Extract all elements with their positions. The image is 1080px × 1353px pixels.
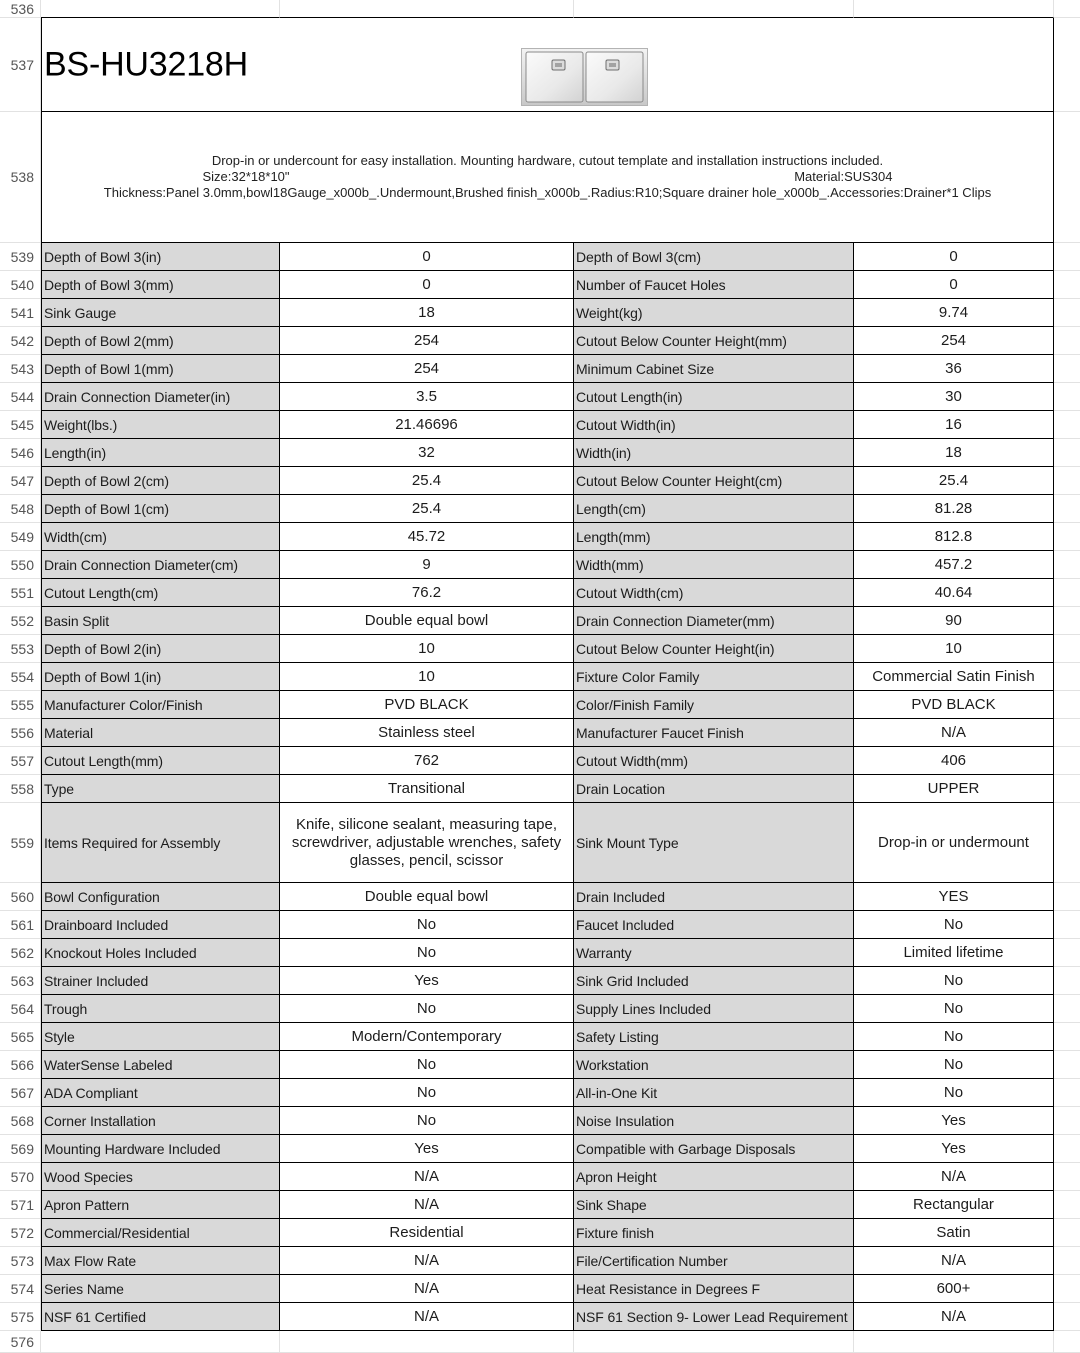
row-header[interactable]: 548 (0, 495, 41, 523)
empty-cell[interactable] (1054, 467, 1080, 495)
table-row (0, 691, 1080, 719)
spec-value-cell[interactable]: Knife, silicone sealant, measuring tape, screwdriver, adjustable wrenches, safety glasses, pencil, scissor (280, 803, 574, 883)
spec-label-cell[interactable]: Items Required for Assembly (41, 803, 280, 883)
table-row (0, 439, 1080, 467)
spec-value-cell[interactable]: N/A (854, 1163, 1054, 1191)
spec-label-cell[interactable]: Strainer Included (41, 967, 280, 995)
spec-value-cell[interactable]: 81.28 (854, 495, 1054, 523)
spec-value-cell[interactable]: No (854, 911, 1054, 939)
spec-value-cell[interactable]: 254 (280, 355, 574, 383)
spec-label-cell[interactable]: Manufacturer Color/Finish (41, 691, 280, 719)
empty-cell[interactable] (1054, 691, 1080, 719)
empty-cell[interactable] (574, 1331, 854, 1353)
spec-label-cell[interactable]: Minimum Cabinet Size (574, 355, 854, 383)
empty-cell[interactable] (854, 1331, 1054, 1353)
row-header[interactable]: 543 (0, 355, 41, 383)
spec-value-cell[interactable]: 0 (280, 271, 574, 299)
spec-label-cell[interactable]: WaterSense Labeled (41, 1051, 280, 1079)
empty-cell[interactable] (1054, 663, 1080, 691)
title-cell[interactable] (41, 18, 1054, 112)
spec-label-cell[interactable]: Basin Split (41, 607, 280, 635)
spec-value-cell[interactable]: 25.4 (854, 467, 1054, 495)
table-row (0, 523, 1080, 551)
spec-value-cell[interactable]: N/A (854, 1247, 1054, 1275)
spec-value-cell[interactable]: No (854, 1079, 1054, 1107)
spec-label-cell[interactable]: Workstation (574, 1051, 854, 1079)
spec-label-cell[interactable]: Fixture finish (574, 1219, 854, 1247)
row-header[interactable]: 553 (0, 635, 41, 663)
table-row (0, 663, 1080, 691)
spec-label-cell[interactable]: Width(mm) (574, 551, 854, 579)
spec-label-cell[interactable]: Noise Insulation (574, 1107, 854, 1135)
table-row (0, 775, 1080, 803)
spec-value-cell[interactable]: 36 (854, 355, 1054, 383)
spec-label-cell[interactable]: Apron Height (574, 1163, 854, 1191)
spec-label-cell[interactable]: Warranty (574, 939, 854, 967)
spec-label-cell[interactable]: Color/Finish Family (574, 691, 854, 719)
spec-label-cell[interactable]: Drainboard Included (41, 911, 280, 939)
row-header[interactable]: 572 (0, 1219, 41, 1247)
spec-label-cell[interactable]: NSF 61 Section 9- Lower Lead Requirement (574, 1303, 854, 1331)
spec-label-cell[interactable]: Cutout Width(cm) (574, 579, 854, 607)
spec-label-cell[interactable]: Max Flow Rate (41, 1247, 280, 1275)
spec-value-cell[interactable]: Satin (854, 1219, 1054, 1247)
spec-label-cell[interactable]: Sink Shape (574, 1191, 854, 1219)
product-model-title: BS-HU3218H (44, 45, 248, 83)
empty-cell[interactable] (1054, 1051, 1080, 1079)
spec-label-cell[interactable]: Sink Grid Included (574, 967, 854, 995)
empty-cell[interactable] (1054, 1079, 1080, 1107)
row-header[interactable]: 570 (0, 1163, 41, 1191)
spec-label-cell[interactable]: Series Name (41, 1275, 280, 1303)
table-row (0, 1107, 1080, 1135)
row-header[interactable]: 564 (0, 995, 41, 1023)
spec-value-cell[interactable]: 9 (280, 551, 574, 579)
spec-label-cell[interactable]: Cutout Length(mm) (41, 747, 280, 775)
empty-cell[interactable] (1054, 635, 1080, 663)
spec-label-cell[interactable]: Depth of Bowl 3(mm) (41, 271, 280, 299)
spec-value-cell[interactable]: 10 (854, 635, 1054, 663)
table-row (0, 579, 1080, 607)
spec-label-cell[interactable]: Compatible with Garbage Disposals (574, 1135, 854, 1163)
spec-label-cell[interactable]: Width(cm) (41, 523, 280, 551)
table-row (0, 967, 1080, 995)
spec-label-cell[interactable]: Fixture Color Family (574, 663, 854, 691)
empty-cell[interactable] (1054, 1303, 1080, 1331)
row-header[interactable]: 560 (0, 883, 41, 911)
empty-cell[interactable] (1054, 495, 1080, 523)
material-text: Material:SUS304 (794, 169, 893, 184)
spec-label-cell[interactable]: Depth of Bowl 1(in) (41, 663, 280, 691)
spec-value-cell[interactable]: 254 (854, 327, 1054, 355)
empty-cell[interactable] (1054, 1135, 1080, 1163)
spec-label-cell[interactable]: Drain Connection Diameter(mm) (574, 607, 854, 635)
spec-value-cell[interactable]: 457.2 (854, 551, 1054, 579)
empty-cell[interactable] (1054, 911, 1080, 939)
row-header[interactable]: 536 (0, 0, 41, 18)
spec-value-cell[interactable]: 90 (854, 607, 1054, 635)
table-row (0, 1023, 1080, 1051)
empty-cell[interactable] (1054, 112, 1080, 243)
table-row (0, 355, 1080, 383)
spec-value-cell[interactable]: No (280, 1107, 574, 1135)
spec-value-cell[interactable]: Stainless steel (280, 719, 574, 747)
spec-value-cell[interactable]: PVD BLACK (854, 691, 1054, 719)
spec-label-cell[interactable]: Depth of Bowl 2(in) (41, 635, 280, 663)
spec-label-cell[interactable]: Cutout Length(cm) (41, 579, 280, 607)
spec-value-cell[interactable]: Yes (280, 967, 574, 995)
table-row (0, 112, 1080, 243)
table-row (0, 0, 1080, 18)
spec-label-cell[interactable]: Sink Gauge (41, 299, 280, 327)
empty-cell[interactable] (854, 0, 1054, 18)
empty-cell[interactable] (1054, 747, 1080, 775)
empty-cell[interactable] (1054, 995, 1080, 1023)
spec-value-cell[interactable]: No (854, 1023, 1054, 1051)
spec-label-cell[interactable]: Drain Included (574, 883, 854, 911)
spec-label-cell[interactable]: Number of Faucet Holes (574, 271, 854, 299)
table-row (0, 1191, 1080, 1219)
row-header[interactable]: 552 (0, 607, 41, 635)
table-row (0, 747, 1080, 775)
spec-label-cell[interactable]: Cutout Below Counter Height(in) (574, 635, 854, 663)
table-row (0, 607, 1080, 635)
spec-value-cell[interactable]: 30 (854, 383, 1054, 411)
empty-cell[interactable] (1054, 0, 1080, 18)
empty-cell[interactable] (1054, 883, 1080, 911)
table-row (0, 1163, 1080, 1191)
spec-value-cell[interactable]: 254 (280, 327, 574, 355)
empty-cell[interactable] (1054, 327, 1080, 355)
row-header[interactable]: 551 (0, 579, 41, 607)
spec-label-cell[interactable]: Trough (41, 995, 280, 1023)
spec-value-cell[interactable]: Yes (854, 1107, 1054, 1135)
row-header[interactable]: 561 (0, 911, 41, 939)
spec-label-cell[interactable]: Corner Installation (41, 1107, 280, 1135)
spec-label-cell[interactable]: Drain Location (574, 775, 854, 803)
spec-label-cell[interactable]: Width(in) (574, 439, 854, 467)
spec-value-cell[interactable]: 0 (854, 271, 1054, 299)
sink-product-image[interactable] (521, 48, 648, 106)
empty-cell[interactable] (1054, 411, 1080, 439)
right-drain-grate (609, 63, 616, 67)
spec-label-cell[interactable]: Drain Connection Diameter(cm) (41, 551, 280, 579)
row-header[interactable]: 575 (0, 1303, 41, 1331)
table-row (0, 635, 1080, 663)
row-header[interactable]: 562 (0, 939, 41, 967)
spec-label-cell[interactable]: Safety Listing (574, 1023, 854, 1051)
spec-value-cell[interactable]: 9.74 (854, 299, 1054, 327)
spec-label-cell[interactable]: Depth of Bowl 1(cm) (41, 495, 280, 523)
spec-value-cell[interactable]: 18 (280, 299, 574, 327)
row-header[interactable]: 545 (0, 411, 41, 439)
table-row (0, 939, 1080, 967)
spec-label-cell[interactable]: Depth of Bowl 3(in) (41, 243, 280, 271)
spec-label-cell[interactable]: Style (41, 1023, 280, 1051)
size-material-line (203, 169, 893, 185)
spec-label-cell[interactable]: Faucet Included (574, 911, 854, 939)
empty-cell[interactable] (1054, 939, 1080, 967)
spec-label-cell[interactable]: File/Certification Number (574, 1247, 854, 1275)
spec-value-cell[interactable]: 76.2 (280, 579, 574, 607)
spec-label-cell[interactable]: Bowl Configuration (41, 883, 280, 911)
spec-value-cell[interactable]: Double equal bowl (280, 607, 574, 635)
spec-value-cell[interactable]: Yes (280, 1135, 574, 1163)
spec-value-cell[interactable]: PVD BLACK (280, 691, 574, 719)
table-row (0, 995, 1080, 1023)
spec-label-cell[interactable]: Length(mm) (574, 523, 854, 551)
spec-value-cell[interactable]: 25.4 (280, 495, 574, 523)
table-row (0, 271, 1080, 299)
spec-value-cell[interactable]: N/A (280, 1191, 574, 1219)
spec-label-cell[interactable]: Cutout Below Counter Height(cm) (574, 467, 854, 495)
row-header[interactable]: 568 (0, 1107, 41, 1135)
row-header[interactable]: 544 (0, 383, 41, 411)
description-line: Thickness:Panel 3.0mm,bowl18Gauge_x000b_.Undermount,Brushed finish_x000b_.Radius:R10;Square drainer hole_x000b_.Accessories:Drainer*1 Clips (103, 185, 992, 200)
row-header[interactable]: 539 (0, 243, 41, 271)
spec-label-cell[interactable]: Mounting Hardware Included (41, 1135, 280, 1163)
table-row (0, 1275, 1080, 1303)
table-row (0, 299, 1080, 327)
row-header[interactable]: 559 (0, 803, 41, 883)
spec-label-cell[interactable]: Depth of Bowl 3(cm) (574, 243, 854, 271)
spec-value-cell[interactable]: 406 (854, 747, 1054, 775)
empty-cell[interactable] (1054, 1219, 1080, 1247)
spec-value-cell[interactable]: 45.72 (280, 523, 574, 551)
row-header[interactable]: 547 (0, 467, 41, 495)
table-row (0, 1303, 1080, 1331)
table-row (0, 1331, 1080, 1353)
spec-label-cell[interactable]: Depth of Bowl 2(cm) (41, 467, 280, 495)
spec-label-cell[interactable]: Commercial/Residential (41, 1219, 280, 1247)
table-row (0, 18, 1080, 112)
row-header[interactable]: 571 (0, 1191, 41, 1219)
spec-value-cell[interactable]: Modern/Contemporary (280, 1023, 574, 1051)
empty-cell[interactable] (1054, 579, 1080, 607)
empty-cell[interactable] (1054, 719, 1080, 747)
spec-value-cell[interactable]: Residential (280, 1219, 574, 1247)
empty-cell[interactable] (1054, 1023, 1080, 1051)
table-row (0, 411, 1080, 439)
row-header[interactable]: 542 (0, 327, 41, 355)
spec-label-cell[interactable]: Weight(lbs.) (41, 411, 280, 439)
empty-cell[interactable] (1054, 1163, 1080, 1191)
empty-cell[interactable] (1054, 803, 1080, 883)
spec-value-cell[interactable]: No (854, 967, 1054, 995)
spec-value-cell[interactable]: 600+ (854, 1275, 1054, 1303)
row-header[interactable]: 576 (0, 1331, 41, 1353)
spec-label-cell[interactable]: NSF 61 Certified (41, 1303, 280, 1331)
spec-label-cell[interactable]: Apron Pattern (41, 1191, 280, 1219)
spec-label-cell[interactable]: Cutout Length(in) (574, 383, 854, 411)
row-header[interactable]: 557 (0, 747, 41, 775)
spec-value-cell[interactable]: 3.5 (280, 383, 574, 411)
row-header[interactable]: 546 (0, 439, 41, 467)
empty-cell[interactable] (280, 0, 574, 18)
table-row (0, 1051, 1080, 1079)
spec-value-cell[interactable]: 21.46696 (280, 411, 574, 439)
table-row (0, 551, 1080, 579)
spec-table-body (0, 243, 1080, 1331)
spec-label-cell[interactable]: Depth of Bowl 1(mm) (41, 355, 280, 383)
spec-label-cell[interactable]: Length(cm) (574, 495, 854, 523)
empty-cell[interactable] (280, 1331, 574, 1353)
row-header[interactable]: 541 (0, 299, 41, 327)
row-header[interactable]: 565 (0, 1023, 41, 1051)
empty-cell[interactable] (41, 1331, 280, 1353)
spec-value-cell[interactable]: N/A (854, 719, 1054, 747)
empty-cell[interactable] (1054, 1191, 1080, 1219)
spec-value-cell[interactable]: 10 (280, 635, 574, 663)
spec-value-cell[interactable]: N/A (280, 1163, 574, 1191)
empty-cell[interactable] (1054, 1107, 1080, 1135)
spec-value-cell[interactable]: N/A (854, 1303, 1054, 1331)
left-drain-grate (555, 63, 562, 67)
spec-value-cell[interactable]: 18 (854, 439, 1054, 467)
table-row (0, 467, 1080, 495)
double-bowl-sink-image (521, 48, 648, 106)
spec-label-cell[interactable]: Knockout Holes Included (41, 939, 280, 967)
spec-value-cell[interactable]: 25.4 (280, 467, 574, 495)
spec-label-cell[interactable]: Depth of Bowl 2(mm) (41, 327, 280, 355)
row-header[interactable]: 567 (0, 1079, 41, 1107)
row-header[interactable]: 554 (0, 663, 41, 691)
row-header[interactable]: 550 (0, 551, 41, 579)
table-row (0, 383, 1080, 411)
row-header[interactable]: 566 (0, 1051, 41, 1079)
empty-cell[interactable] (1054, 243, 1080, 271)
table-row (0, 883, 1080, 911)
spec-value-cell[interactable]: Commercial Satin Finish (854, 663, 1054, 691)
spec-label-cell[interactable]: Wood Species (41, 1163, 280, 1191)
spec-value-cell[interactable]: No (280, 1079, 574, 1107)
spec-label-cell[interactable]: Length(in) (41, 439, 280, 467)
spec-value-cell[interactable]: 0 (854, 243, 1054, 271)
spec-label-cell[interactable]: Drain Connection Diameter(in) (41, 383, 280, 411)
empty-cell[interactable] (1054, 439, 1080, 467)
table-row (0, 1135, 1080, 1163)
empty-cell[interactable] (1054, 1275, 1080, 1303)
spec-label-cell[interactable]: Manufacturer Faucet Finish (574, 719, 854, 747)
empty-cell[interactable] (1054, 967, 1080, 995)
table-row (0, 1219, 1080, 1247)
row-header[interactable]: 573 (0, 1247, 41, 1275)
spec-value-cell[interactable]: 812.8 (854, 523, 1054, 551)
table-row (0, 327, 1080, 355)
table-row (0, 495, 1080, 523)
row-header[interactable]: 563 (0, 967, 41, 995)
spec-label-cell[interactable]: Cutout Width(in) (574, 411, 854, 439)
spec-label-cell[interactable]: Heat Resistance in Degrees F (574, 1275, 854, 1303)
spec-label-cell[interactable]: Cutout Width(mm) (574, 747, 854, 775)
table-row (0, 911, 1080, 939)
row-header[interactable]: 555 (0, 691, 41, 719)
size-text: Size:32*18*10" (202, 169, 290, 184)
row-header[interactable]: 558 (0, 775, 41, 803)
spec-label-cell[interactable]: Cutout Below Counter Height(mm) (574, 327, 854, 355)
row-header[interactable]: 556 (0, 719, 41, 747)
spec-value-cell[interactable]: No (854, 995, 1054, 1023)
spec-label-cell[interactable]: Weight(kg) (574, 299, 854, 327)
empty-cell[interactable] (1054, 18, 1080, 112)
empty-cell[interactable] (1054, 355, 1080, 383)
row-header[interactable]: 538 (0, 112, 41, 243)
description-line: Drop-in or undercount for easy installation. Mounting hardware, cutout template and installation instructions included. (211, 153, 884, 168)
empty-cell[interactable] (1054, 1247, 1080, 1275)
spec-value-cell[interactable]: 0 (280, 243, 574, 271)
row-header[interactable]: 574 (0, 1275, 41, 1303)
spec-label-cell[interactable]: All-in-One Kit (574, 1079, 854, 1107)
empty-cell[interactable] (1054, 299, 1080, 327)
empty-cell[interactable] (1054, 523, 1080, 551)
spec-value-cell[interactable]: 40.64 (854, 579, 1054, 607)
table-row (0, 243, 1080, 271)
spec-value-cell[interactable]: No (854, 1051, 1054, 1079)
spec-value-cell[interactable]: Limited lifetime (854, 939, 1054, 967)
row-header[interactable]: 540 (0, 271, 41, 299)
table-row (0, 1079, 1080, 1107)
spec-value-cell[interactable]: 10 (280, 663, 574, 691)
spec-label-cell[interactable]: Type (41, 775, 280, 803)
spec-value-cell[interactable]: N/A (280, 1247, 574, 1275)
spec-value-cell[interactable]: Rectangular (854, 1191, 1054, 1219)
spec-value-cell[interactable]: No (280, 995, 574, 1023)
spec-value-cell[interactable]: Yes (854, 1135, 1054, 1163)
spec-value-cell[interactable]: Drop-in or undermount (854, 803, 1054, 883)
description-cell[interactable] (41, 112, 1054, 243)
empty-cell[interactable] (1054, 775, 1080, 803)
spec-value-cell[interactable]: YES (854, 883, 1054, 911)
spec-value-cell[interactable]: N/A (280, 1303, 574, 1331)
table-row (0, 1247, 1080, 1275)
spec-value-cell[interactable]: No (280, 911, 574, 939)
table-row (0, 803, 1080, 883)
spec-value-cell[interactable]: 32 (280, 439, 574, 467)
spec-value-cell[interactable]: No (280, 939, 574, 967)
empty-cell[interactable] (41, 0, 280, 18)
spec-value-cell[interactable]: No (280, 1051, 574, 1079)
spec-label-cell[interactable]: ADA Compliant (41, 1079, 280, 1107)
table-row (0, 719, 1080, 747)
row-header[interactable]: 549 (0, 523, 41, 551)
empty-cell[interactable] (1054, 1331, 1080, 1353)
empty-cell[interactable] (1054, 271, 1080, 299)
empty-cell[interactable] (574, 0, 854, 18)
spec-value-cell[interactable]: Double equal bowl (280, 883, 574, 911)
empty-cell[interactable] (1054, 383, 1080, 411)
empty-cell[interactable] (1054, 607, 1080, 635)
spec-value-cell[interactable]: Transitional (280, 775, 574, 803)
spec-label-cell[interactable]: Supply Lines Included (574, 995, 854, 1023)
row-header[interactable]: 569 (0, 1135, 41, 1163)
spec-value-cell[interactable]: N/A (280, 1275, 574, 1303)
row-header[interactable]: 537 (0, 18, 41, 112)
spec-value-cell[interactable]: 16 (854, 411, 1054, 439)
spec-label-cell[interactable]: Sink Mount Type (574, 803, 854, 883)
spec-value-cell[interactable]: 762 (280, 747, 574, 775)
empty-cell[interactable] (1054, 551, 1080, 579)
spec-value-cell[interactable]: UPPER (854, 775, 1054, 803)
spec-label-cell[interactable]: Material (41, 719, 280, 747)
